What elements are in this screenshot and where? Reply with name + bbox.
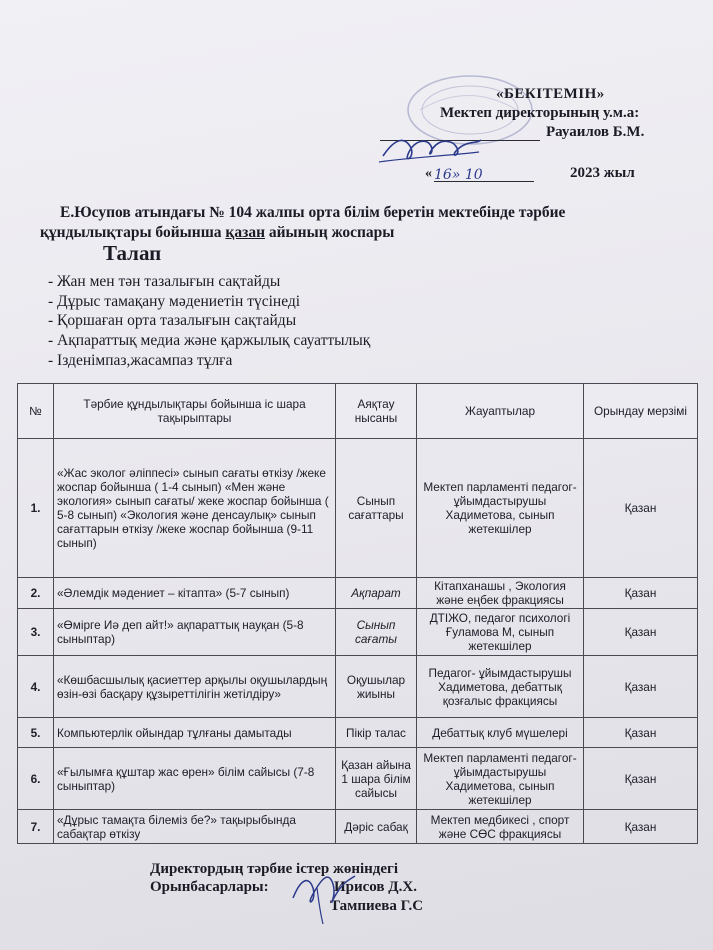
row-responsible: Дебаттық клуб мүшелері (417, 718, 584, 748)
row-num: 1. (18, 439, 54, 578)
row-event: «Ғылымға құштар жас өрен» білім сайысы (7-8 сыныптар) (54, 748, 336, 810)
requirement-item: - Дұрыс тамақану мәдениетін түсінеді (48, 292, 370, 312)
row-form: Пікір талас (336, 718, 417, 748)
requirement-item: - Ізденімпаз,жасампаз тұлға (48, 351, 370, 371)
requirement-item: - Жан мен тән тазалығын сақтайды (48, 272, 370, 292)
requirements-heading: Талап (103, 241, 162, 265)
table-row (18, 748, 698, 810)
row-form: Сынып сағаты (336, 609, 417, 656)
table-row (18, 578, 698, 609)
table-row (18, 810, 698, 844)
row-num: 2. (18, 578, 54, 609)
row-responsible: Мектеп медбикесі , спорт және СӨС фракциясы (417, 810, 584, 844)
row-num: 4. (18, 656, 54, 718)
deputy-signature (283, 858, 363, 928)
table-row (18, 439, 698, 578)
date-handwritten: 16» 10 (434, 167, 534, 182)
table-header-row (18, 384, 698, 439)
deputy-name-1: Ирисов Д.Х. (334, 879, 417, 895)
header-num: № (18, 384, 54, 439)
deputy-name-2: Тампиева Г.С (330, 898, 424, 914)
row-num: 3. (18, 609, 54, 656)
header-form: Аяқтау нысаны (336, 384, 417, 439)
director-signature (375, 118, 485, 178)
row-form: Дәріс сабақ (336, 810, 417, 844)
date-open-quote: « (425, 166, 432, 181)
row-responsible: ДТІЖО, педагог психологі Ғуламова М, сынып жетекшілер (417, 609, 584, 656)
title-line-1: Е.Юсупов атындағы № 104 жалпы орта білім беретін мектебінде тәрбие (60, 204, 566, 221)
row-due: Қазан (584, 439, 698, 578)
header-event: Тәрбие құндылықтары бойынша іс шара тақырыптары (54, 384, 336, 439)
requirement-item: - Қоршаған орта тазалығын сақтайды (48, 311, 370, 331)
director-name: Рауаилов Б.М. (546, 124, 645, 140)
footer-role: Орынбасарлары: (150, 879, 269, 895)
row-form: Сынып сағаттары (336, 439, 417, 578)
table-row (18, 609, 698, 656)
plan-table (17, 383, 698, 844)
row-form: Қазан айына 1 шара білім сайысы (336, 748, 417, 810)
row-responsible: Мектеп парламенті педагог-ұйымдастырушы Хадиметова, сынып жетекшілер (417, 439, 584, 578)
row-num: 5. (18, 718, 54, 748)
row-event: Компьютерлік ойындар тұлғаны дамытады (54, 718, 336, 748)
row-responsible: Педагог- ұйымдастырушы Хадиметова, дебаттық қозғалыс фракциясы (417, 656, 584, 718)
row-due: Қазан (584, 810, 698, 844)
row-due: Қазан (584, 748, 698, 810)
row-event: «Өмірге Иә деп айт!» ақпараттық науқан (5-8 сыныптар) (54, 609, 336, 656)
row-responsible: Кітапханашы , Экология және еңбек фракциясы (417, 578, 584, 609)
requirements-list (48, 272, 370, 371)
row-num: 6. (18, 748, 54, 810)
table-row (18, 656, 698, 718)
row-form: Оқушылар жиыны (336, 656, 417, 718)
row-responsible: Мектеп парламенті педагог-ұйымдастырушы Хадиметова, сынып жетекшілер (417, 748, 584, 810)
row-num: 7. (18, 810, 54, 844)
row-event: «Дұрыс тамақта білеміз бе?» тақырыбында сабақтар өткізу (54, 810, 336, 844)
footer-position: Директордың тәрбие істер жөніндегі (150, 861, 399, 877)
row-due: Қазан (584, 656, 698, 718)
table-row (18, 718, 698, 748)
title-line-2: құндылықтары бойынша қазан айының жоспары (40, 224, 395, 241)
row-form: Ақпарат (336, 578, 417, 609)
requirement-item: - Ақпараттық медиа және қаржылық сауаттылық (48, 331, 370, 351)
title-month: қазан (225, 224, 265, 241)
date-year: 2023 жыл (570, 165, 635, 181)
header-responsible: Жауаптылар (417, 384, 584, 439)
approval-title: «БЕКІТЕМІН» (496, 86, 605, 102)
document-title (40, 203, 660, 243)
row-event: «Көшбасшылық қасиеттер арқылы оқушылардың өзін-өзі басқару құзыреттілігін жетілдіру» (54, 656, 336, 718)
row-due: Қазан (584, 718, 698, 748)
header-due: Орындау мерзімі (584, 384, 698, 439)
row-event: «Әлемдік мәдениет – кітапта» (5-7 сынып) (54, 578, 336, 609)
row-event: «Жас эколог әліппесі» сынып сағаты өткізу /жеке жоспар бойынша ( 1-4 сынып) «Мен және экология» сынып сағаты/ жеке жоспар бойынша ( 5-8 сынып) «Экология және денсаулық» сынып сағаттарын өткізу /жеке жоспар бойынша (9-11 сынып) (54, 439, 336, 578)
approval-position: Мектеп директорының у.м.а: (440, 105, 640, 121)
row-due: Қазан (584, 578, 698, 609)
row-due: Қазан (584, 609, 698, 656)
